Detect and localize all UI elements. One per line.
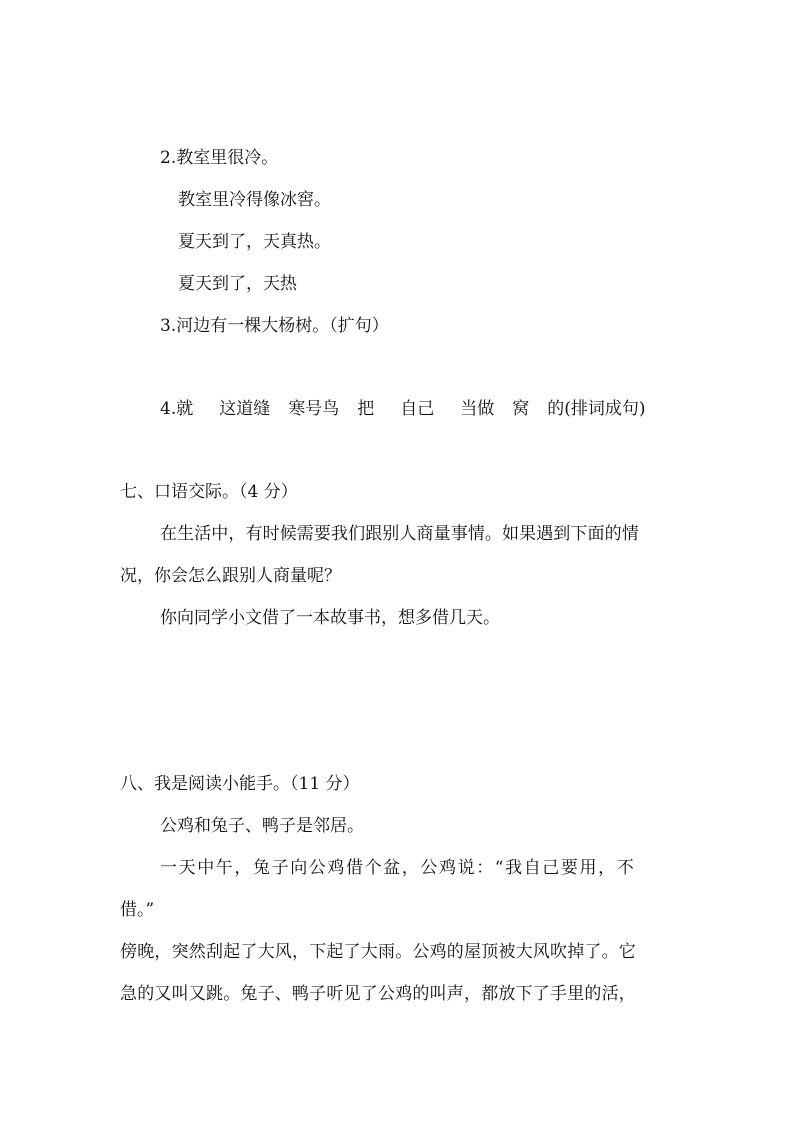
story-paragraph-line: 傍晚，突然刮起了大风，下起了大雨。公鸡的屋顶被大风吹掉了。它	[120, 942, 636, 962]
question-4-word: 寒号鸟	[288, 399, 340, 419]
question-3-label: 3.河边有一棵大杨树。（扩句）	[160, 316, 389, 336]
question-4-word: 的(排词成句)	[547, 399, 646, 419]
story-paragraph-line: 公鸡和兔子、鸭子是邻居。	[160, 816, 364, 836]
question-4-word: 自己	[400, 399, 435, 419]
question-2-example-sentence: 教室里冷得像冰窖。	[178, 190, 331, 210]
question-4-word: 窝	[512, 399, 530, 419]
section-7-scenario: 你向同学小文借了一本故事书，想多借几天。	[160, 608, 500, 628]
question-4-number: 4.就	[160, 399, 194, 419]
section-7-title: 七、口语交际。（4 分）	[120, 482, 298, 502]
section-7-paragraph-line: 在生活中，有时候需要我们跟别人商量事情。如果遇到下面的情	[160, 524, 639, 544]
section-8-title: 八、我是阅读小能手。（11 分）	[120, 774, 360, 794]
question-2-label: 2.教室里很冷。	[160, 148, 279, 168]
question-4-word: 当做	[460, 399, 495, 419]
question-4-word: 这道缝	[219, 399, 271, 419]
question-2-prompt-sentence: 夏天到了，天真热。	[178, 232, 331, 252]
question-4-word-order	[160, 397, 646, 421]
story-paragraph-line: 借。”	[120, 900, 155, 920]
section-7-paragraph-line: 况，你会怎么跟别人商量呢？	[120, 566, 341, 586]
question-4-word: 把	[357, 399, 375, 419]
story-paragraph-line: 急的又叫又跳。兔子、鸭子听见了公鸡的叫声，都放下了手里的活，	[120, 984, 636, 1004]
story-paragraph-line: 一天中午，兔子向公鸡借个盆，公鸡说：“我自己要用，不	[160, 858, 636, 878]
question-2-answer-start: 夏天到了，天热	[178, 274, 297, 294]
